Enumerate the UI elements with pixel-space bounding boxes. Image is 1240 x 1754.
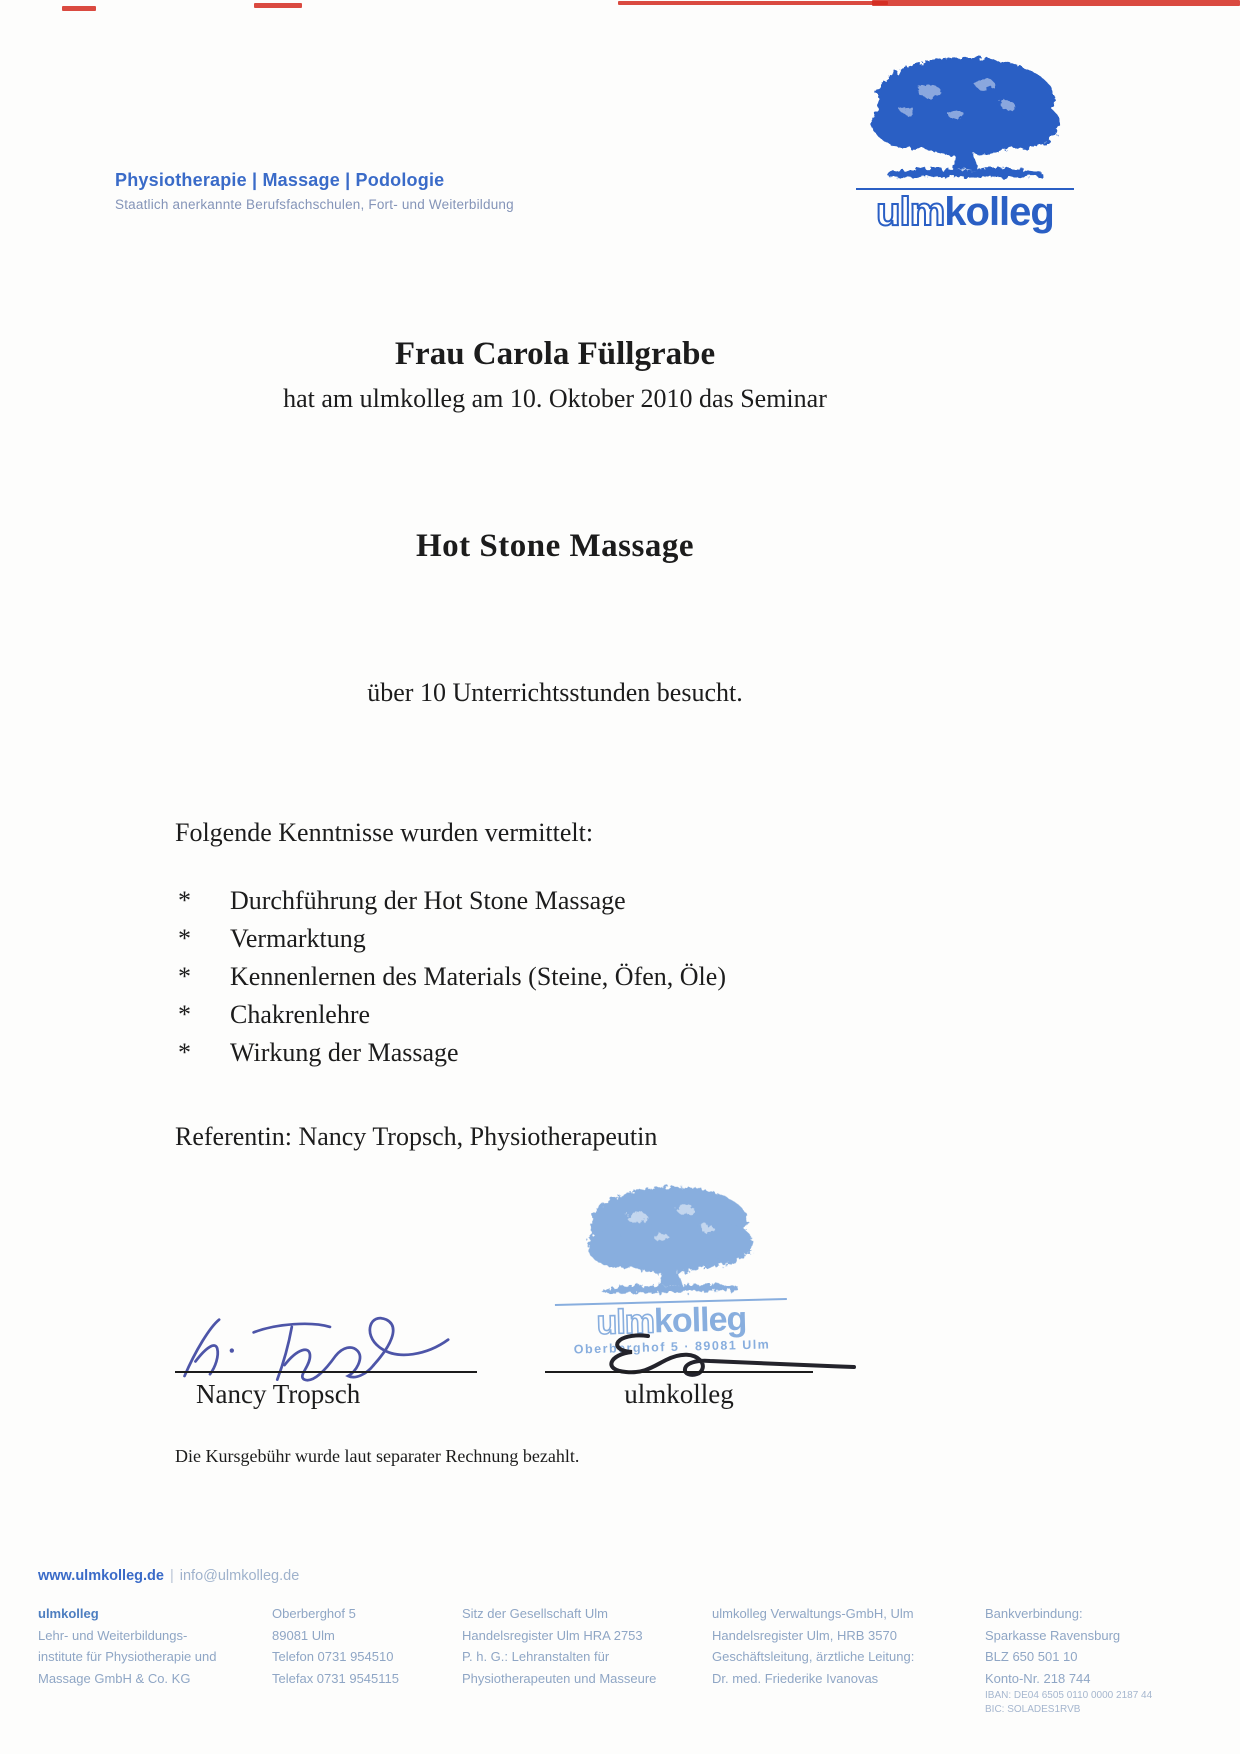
bullet-asterisk: * — [178, 1038, 191, 1067]
ulmkolleg-logo — [850, 52, 1080, 233]
footer-line: Telefon 0731 954510 — [272, 1649, 394, 1664]
footer-column-management — [712, 1603, 914, 1689]
scan-artifact-mark — [618, 1, 888, 5]
duration-line: über 10 Unterrichtsstunden besucht. — [367, 678, 743, 707]
footer-column-company — [38, 1603, 217, 1689]
footer-line: Bankverbindung: — [985, 1606, 1083, 1621]
payment-note: Die Kursgebühr wurde laut separater Rechnung bezahlt. — [175, 1446, 580, 1466]
footer-line: ulmkolleg Verwaltungs-GmbH, Ulm — [712, 1606, 914, 1621]
scan-artifact-mark — [62, 6, 96, 11]
footer-bic: BIC: SOLADES1RVB — [985, 1704, 1081, 1715]
footer-line: Telefax 0731 9545115 — [272, 1670, 399, 1686]
footer-line: 89081 Ulm — [272, 1627, 335, 1643]
signature-name-left: Nancy Tropsch — [196, 1379, 361, 1409]
scan-artifact-mark — [872, 0, 1240, 6]
footer-line: Massage GmbH & Co. KG — [38, 1670, 191, 1686]
website-link: www.ulmkolleg.de — [38, 1568, 164, 1584]
stamp-suffix: kolleg — [653, 1300, 747, 1341]
contact-separator: | — [169, 1568, 174, 1584]
skill-item: Kennenlernen des Materials (Steine, Öfen, Öle) — [230, 962, 726, 991]
footer-line: ulmkolleg — [38, 1606, 99, 1621]
brand-wordmark — [850, 191, 1080, 233]
footer-line: Oberberghof 5 — [272, 1606, 356, 1621]
signature-line-right — [545, 1371, 813, 1373]
footer-line: Sitz der Gesellschaft Ulm — [462, 1606, 608, 1621]
footer-column-registry — [462, 1603, 656, 1689]
footer-line: institute für Physiotherapie und — [38, 1649, 217, 1664]
bullet-asterisk: * — [178, 1000, 191, 1029]
intro-line: hat am ulmkolleg am 10. Oktober 2010 das Seminar — [283, 384, 827, 413]
bullet-asterisk: * — [178, 962, 191, 991]
skills-heading: Folgende Kenntnisse wurden vermittelt: — [175, 818, 594, 847]
bullet-asterisk: * — [178, 886, 191, 915]
contact-bar — [38, 1568, 299, 1584]
skill-item: Durchführung der Hot Stone Massage — [230, 886, 626, 915]
footer-column-bank — [985, 1603, 1152, 1717]
email-link: info@ulmkolleg.de — [179, 1568, 300, 1584]
header-subtitle: Staatlich anerkannte Berufsfachschulen, Fort- und Weiterbildung — [115, 197, 514, 212]
header-services-line: Physiotherapie | Massage | Podologie — [115, 170, 445, 190]
footer-line: Geschäftsleitung, ärztliche Leitung: — [712, 1649, 915, 1664]
footer-line: Konto-Nr. 218 744 — [985, 1670, 1091, 1686]
brand-suffix: kolleg — [944, 190, 1054, 234]
signature-ink-right — [592, 1322, 862, 1387]
brand-prefix: ulm — [876, 190, 945, 234]
stamp-tree-icon — [538, 1179, 801, 1304]
tree-icon — [850, 52, 1080, 186]
skill-item: Wirkung der Massage — [230, 1038, 459, 1067]
footer-column-address — [272, 1603, 399, 1689]
stamp-address: Oberberghof 5 · 89081 Ulm — [573, 1337, 771, 1357]
recipient-name: Frau Carola Füllgrabe — [394, 336, 716, 372]
footer-line: Lehr- und Weiterbildungs- — [38, 1627, 188, 1643]
bullet-asterisk: * — [178, 924, 191, 953]
footer-line: Handelsregister Ulm HRA 2753 — [462, 1627, 643, 1643]
signature-line-left — [175, 1371, 477, 1373]
referent-line: Referentin: Nancy Tropsch, Physiotherapeutin — [175, 1122, 658, 1151]
skill-item: Chakrenlehre — [230, 1000, 371, 1029]
stamp-prefix: ulm — [596, 1302, 655, 1342]
scan-artifact-mark — [254, 3, 302, 8]
footer-line: BLZ 650 501 10 — [985, 1649, 1078, 1664]
footer-line: Sparkasse Ravensburg — [985, 1627, 1121, 1643]
footer-line: P. h. G.: Lehranstalten für — [462, 1649, 610, 1664]
seminar-title: Hot Stone Massage — [416, 528, 694, 564]
signature-name-right: ulmkolleg — [624, 1379, 734, 1409]
footer-line: Physiotherapeuten und Masseure — [462, 1670, 657, 1686]
footer-iban: IBAN: DE04 6505 0110 0000 2187 44 — [985, 1690, 1153, 1701]
footer-line: Dr. med. Friederike Ivanovas — [712, 1670, 879, 1686]
footer-line: Handelsregister Ulm, HRB 3570 — [712, 1627, 897, 1643]
skill-item: Vermarktung — [230, 924, 366, 953]
